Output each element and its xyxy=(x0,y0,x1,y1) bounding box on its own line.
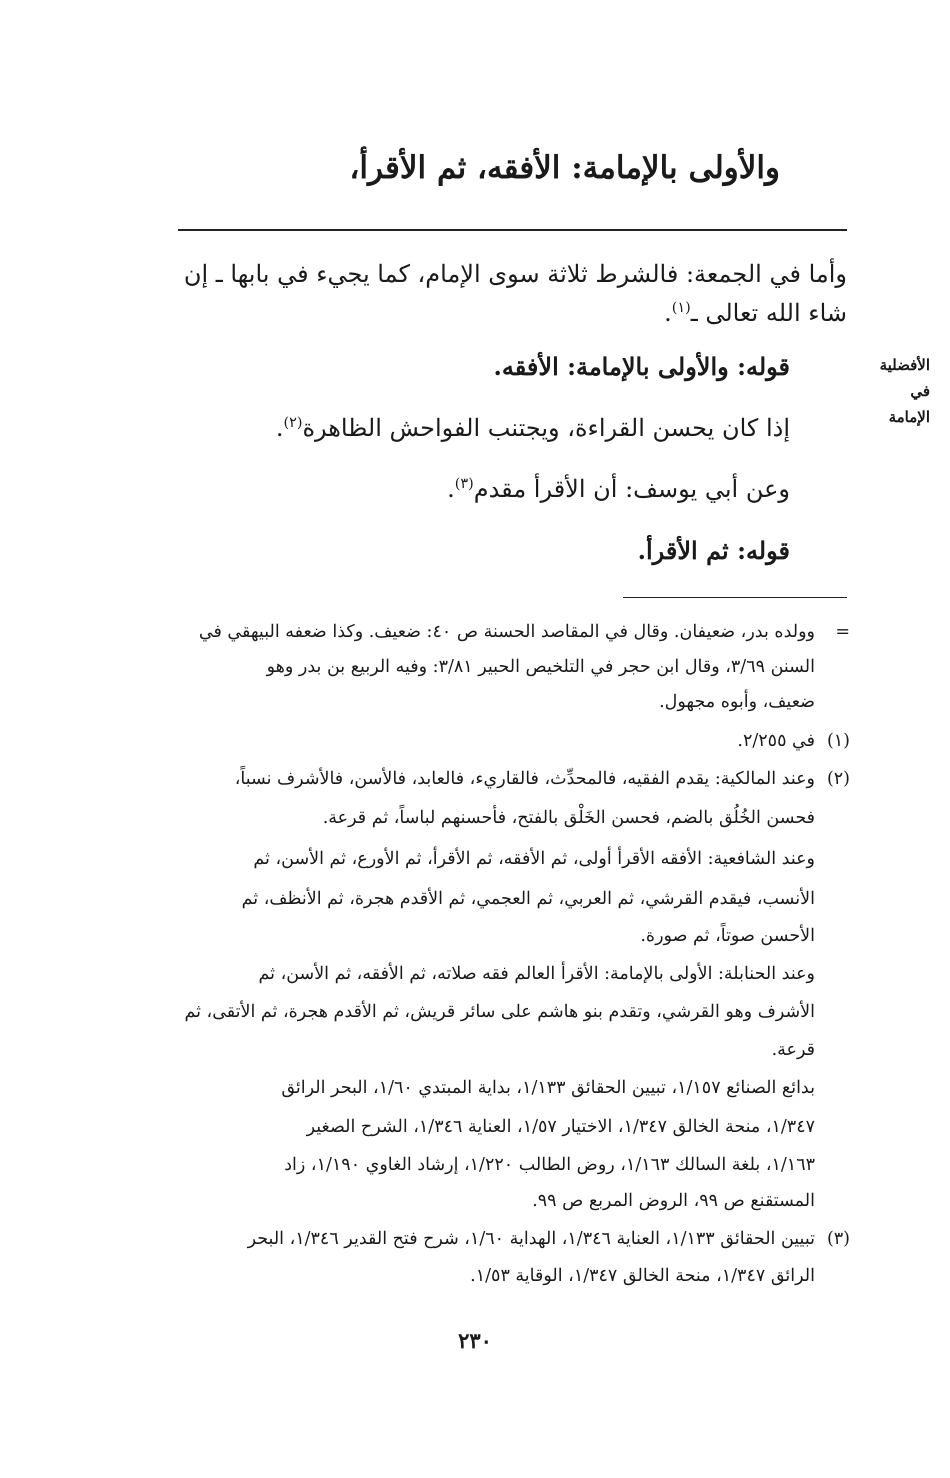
footnote-continuation-line: وولده بدر، ضعيفان. وقال في المقاصد الحسنة ص ٤٠: ضعيف. وكذا ضعفه البيهقي في xyxy=(198,622,815,642)
footnote-2-line: بدائع الصنائع ١/١٥٧، تبيين الحقائق ١/١٣٣، بداية المبتدي ١/٦٠، البحر الرائق xyxy=(281,1078,815,1098)
side-note-line-2: في xyxy=(910,382,930,400)
footnote-2-line: الأنسب، فيقدم القرشي، ثم العربي، ثم العجمي، ثم الأقدم هجرة، ثم الأنظف، ثم xyxy=(241,889,815,909)
footnote-3-line: تبيين الحقائق ١/١٣٣، العناية ١/٣٤٦، الهداية ١/٦٠، شرح فتح القدير ١/٣٤٦، البحر xyxy=(247,1229,815,1249)
paragraph-1-line-1: وأما في الجمعة: فالشرط ثلاثة سوى الإمام، كما يجيء في بابها ـ إن xyxy=(183,260,847,288)
paragraph-3 xyxy=(300,477,790,501)
footnote-2-line: الأحسن صوتاً، ثم صورة. xyxy=(640,926,815,946)
footnote-ref-1[interactable]: (١) xyxy=(671,300,691,316)
paragraph-1-end: . xyxy=(664,299,672,327)
side-note-line-3: الإمامة xyxy=(888,408,930,426)
footnote-2-line: وعند الشافعية: الأفقه الأقرأ أولى، ثم الأفقه، ثم الأقرأ، ثم الأورع، ثم الأسن، ثم xyxy=(253,849,815,869)
side-note xyxy=(850,352,930,430)
footnote-2-marker: (٢) xyxy=(826,769,850,789)
footnote-rule xyxy=(623,597,847,598)
page-number: ٢٣٠ xyxy=(458,1328,492,1353)
footnote-2-line: الأشرف وهو القرشي، وتقدم بنو هاشم على سائر قريش، ثم الأقدم هجرة، ثم الأتقى، ثم xyxy=(184,1002,815,1022)
paragraph-3-end: . xyxy=(447,475,455,503)
paragraph-2-end: . xyxy=(275,414,284,442)
footnote-3-marker: (٣) xyxy=(826,1229,850,1249)
paragraph-3-text: وعن أبي يوسف: أن الأقرأ مقدم xyxy=(473,475,790,503)
footnote-2-line: المستقنع ص ٩٩، الروض المربع ص ٩٩. xyxy=(532,1191,815,1211)
running-header: والأولى بالإمامة: الأفقه، ثم الأقرأ، xyxy=(349,150,780,186)
footnote-ref-3[interactable]: (٣) xyxy=(454,476,474,492)
footnote-1-marker: (١) xyxy=(826,731,850,751)
footnote-2-line: وعند الحنابلة: الأولى بالإمامة: الأقرأ العالم فقه صلاته، ثم الأفقه، ثم الأسن، ثم xyxy=(258,964,815,984)
footnote-continuation-line: ضعيف، وأبوه مجهول. xyxy=(659,692,815,712)
footnote-3-line: الرائق ١/٣٤٧، منحة الخالق ١/٣٤٧، الوقاية ١/٥٣. xyxy=(470,1266,815,1286)
header-rule xyxy=(178,229,847,231)
footnote-2-line: وعند المالكية: يقدم الفقيه، فالمحدِّث، فالقاريء، فالعابد، فالأسن، فالأشرف نسباً، xyxy=(234,769,815,789)
footnote-1-text: في ٢/٢٥٥. xyxy=(737,731,815,751)
footnote-2-line: فحسن الخُلُق بالضم، فحسن الخَلْق بالفتح، فأحسنهم لباساً، ثم قرعة. xyxy=(322,808,815,828)
paragraph-2 xyxy=(200,416,790,440)
footnote-2-line: قرعة. xyxy=(771,1040,815,1060)
paragraph-1-line-2 xyxy=(400,301,847,325)
quote-heading-1: قوله: والأولى بالإمامة: الأفقه. xyxy=(493,352,790,381)
side-note-line-1: الأفضلية xyxy=(879,356,930,374)
footnote-ref-2[interactable]: (٢) xyxy=(283,415,303,431)
footnote-continuation-line: السنن ٣/٦٩، وقال ابن حجر في التلخيص الحبير ٣/٨١: وفيه الربيع بن بدر وهو xyxy=(266,657,815,677)
paragraph-1-text: شاء الله تعالى ـ xyxy=(690,299,847,327)
footnote-2-line: ١/٣٤٧، منحة الخالق ١/٣٤٧، الاختيار ١/٥٧، العناية ١/٣٤٦، الشرح الصغير xyxy=(306,1117,815,1137)
footnote-2-line: ١/١٦٣، بلغة السالك ١/١٦٣، روض الطالب ١/٢٢٠، إرشاد الغاوي ١/١٩٠، زاد xyxy=(284,1155,815,1175)
quote-heading-2: قوله: ثم الأقرأ. xyxy=(637,536,790,565)
paragraph-2-text: إذا كان يحسن القراءة، ويجتنب الفواحش الظاهرة xyxy=(302,414,790,442)
footnote-continuation-marker: = xyxy=(835,622,850,642)
